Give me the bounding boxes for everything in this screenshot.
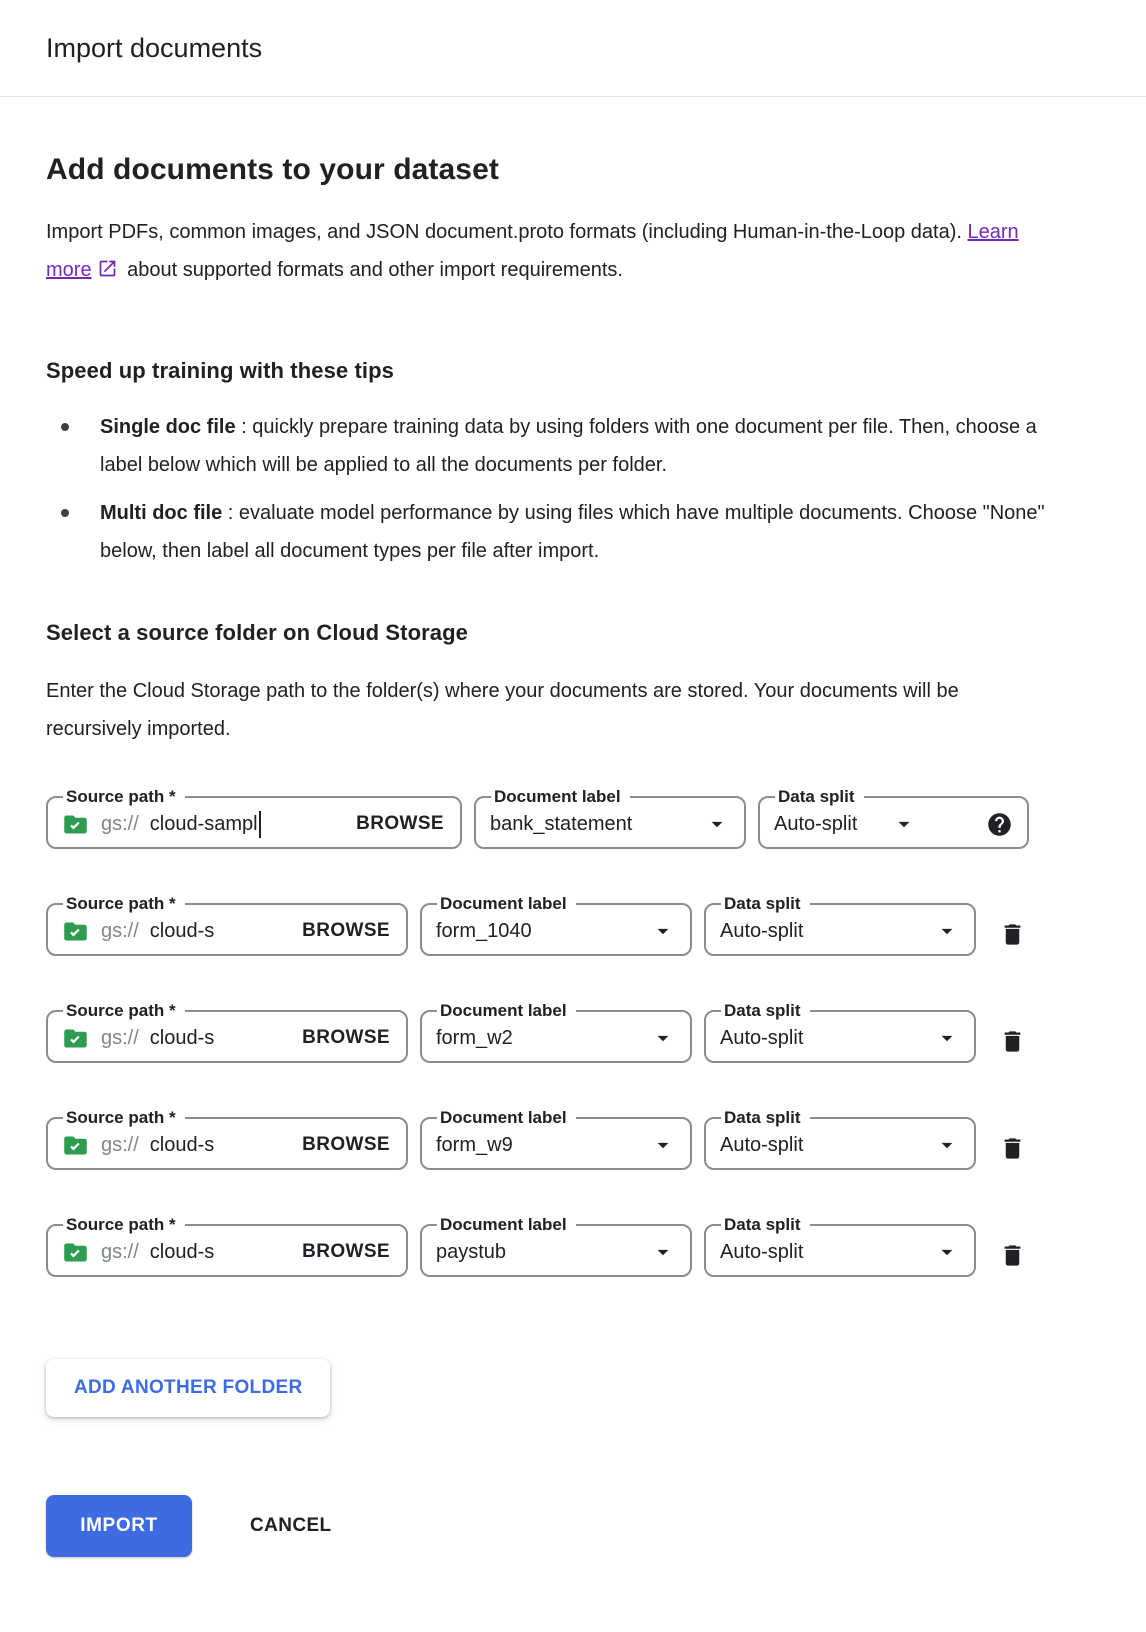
source-path-input[interactable] — [62, 912, 392, 954]
caret-down-icon — [704, 811, 730, 837]
import-rows — [46, 788, 1100, 1277]
import-row — [46, 895, 1100, 956]
tip-description: : quickly prepare training data by using folders with one document per file. Then, choose a label below which will be applied to all the documents per folder. — [100, 416, 1037, 476]
gs-prefix: gs:// — [101, 1026, 139, 1049]
trash-icon — [999, 1028, 1026, 1058]
source-path-value: cloud-sampl — [149, 812, 258, 835]
caret-down-icon — [650, 918, 676, 944]
learn-more-link[interactable]: Learn more — [46, 221, 1019, 281]
browse-button[interactable]: BROWSE — [300, 1130, 392, 1160]
data-split-label: Data split — [724, 1215, 801, 1234]
data-split-select[interactable] — [720, 1233, 960, 1275]
source-path-field — [46, 1216, 408, 1277]
data-split-field — [704, 1002, 976, 1063]
gs-prefix: gs:// — [101, 919, 139, 942]
document-label-label: Document label — [440, 894, 567, 913]
document-label-select[interactable] — [490, 805, 730, 847]
delete-row-button[interactable] — [997, 1026, 1028, 1060]
caret-down-icon — [934, 1239, 960, 1265]
document-label-label: Document label — [494, 787, 621, 806]
data-split-value: Auto-split — [720, 1240, 804, 1263]
tips-heading: Speed up training with these tips — [46, 358, 394, 383]
source-heading: Select a source folder on Cloud Storage — [46, 620, 468, 645]
source-path-label: Source path * — [66, 1001, 176, 1020]
cancel-button[interactable]: CANCEL — [238, 1507, 344, 1545]
source-path-value: cloud-s — [149, 919, 215, 942]
browse-button[interactable]: BROWSE — [300, 916, 392, 946]
source-description: Enter the Cloud Storage path to the folder(s) where your documents are stored. Your documents will be recursively imported. — [46, 680, 959, 740]
dialog-title: Import documents — [46, 32, 263, 63]
document-label-field — [420, 895, 692, 956]
source-path-label: Source path * — [66, 787, 176, 806]
document-label-value: form_w2 — [436, 1026, 513, 1049]
import-form — [0, 153, 1146, 1597]
trash-icon — [999, 1242, 1026, 1272]
document-label-field — [420, 1216, 692, 1277]
tips-list — [46, 408, 1100, 570]
data-split-label: Data split — [724, 1108, 801, 1127]
document-label-value: form_w9 — [436, 1133, 513, 1156]
document-label-value: bank_statement — [490, 812, 633, 835]
caret-down-icon — [934, 1025, 960, 1051]
data-split-field — [704, 1109, 976, 1170]
data-split-field — [704, 1216, 976, 1277]
data-split-select[interactable] — [720, 1126, 960, 1168]
document-label-label: Document label — [440, 1001, 567, 1020]
document-label-label: Document label — [440, 1108, 567, 1127]
caret-down-icon — [891, 811, 917, 837]
tip-term: Multi doc file — [100, 502, 223, 524]
folder-check-icon — [62, 1239, 89, 1266]
document-label-field — [474, 788, 746, 849]
document-label-field — [420, 1109, 692, 1170]
source-path-value: cloud-s — [149, 1026, 215, 1049]
delete-row-button[interactable] — [997, 1240, 1028, 1274]
caret-down-icon — [934, 1132, 960, 1158]
trash-icon — [999, 921, 1026, 951]
caret-down-icon — [650, 1132, 676, 1158]
caret-down-icon — [650, 1239, 676, 1265]
source-path-label: Source path * — [66, 1215, 176, 1234]
source-path-input[interactable] — [62, 805, 446, 847]
tip-term: Single doc file — [100, 416, 236, 438]
intro-text — [46, 213, 1036, 292]
data-split-label: Data split — [778, 787, 855, 806]
caret-down-icon — [650, 1025, 676, 1051]
import-row — [46, 788, 1100, 849]
form-actions — [46, 1495, 1100, 1557]
folder-check-icon — [62, 1025, 89, 1052]
document-label-select[interactable] — [436, 1233, 676, 1275]
gs-prefix: gs:// — [101, 1240, 139, 1263]
data-split-label: Data split — [724, 894, 801, 913]
bullet-dot — [61, 509, 69, 517]
add-another-folder-button[interactable]: ADD ANOTHER FOLDER — [46, 1359, 330, 1417]
folder-check-icon — [62, 1132, 89, 1159]
source-path-value: cloud-s — [149, 1240, 215, 1263]
source-path-label: Source path * — [66, 1108, 176, 1127]
source-path-input[interactable] — [62, 1233, 392, 1275]
tip-text — [100, 408, 1055, 484]
import-button[interactable]: IMPORT — [46, 1495, 192, 1557]
source-path-label: Source path * — [66, 894, 176, 913]
data-split-select[interactable] — [774, 805, 1013, 847]
data-split-select[interactable] — [720, 912, 960, 954]
folder-check-icon — [62, 811, 89, 838]
gs-prefix: gs:// — [101, 1133, 139, 1156]
document-label-field — [420, 1002, 692, 1063]
source-path-field — [46, 895, 408, 956]
data-split-field — [704, 895, 976, 956]
source-path-field — [46, 788, 462, 849]
page-heading: Add documents to your dataset — [46, 153, 499, 186]
source-path-input[interactable] — [62, 1126, 392, 1168]
tip-description: : evaluate model performance by using files which have multiple documents. Choose "None" below, then label all document types per file after import. — [100, 502, 1045, 562]
browse-button[interactable]: BROWSE — [300, 1023, 392, 1053]
data-split-value: Auto-split — [720, 1133, 804, 1156]
document-label-value: paystub — [436, 1240, 507, 1263]
delete-row-button[interactable] — [997, 1133, 1028, 1167]
help-icon[interactable] — [986, 811, 1013, 838]
browse-button[interactable]: BROWSE — [300, 1237, 392, 1267]
import-row — [46, 1109, 1100, 1170]
source-path-value: cloud-s — [149, 1133, 215, 1156]
document-label-label: Document label — [440, 1215, 567, 1234]
caret-down-icon — [934, 918, 960, 944]
browse-button[interactable]: BROWSE — [354, 809, 446, 839]
text-cursor — [259, 811, 261, 838]
import-row — [46, 1216, 1100, 1277]
intro-text-after: about supported formats and other import requirements. — [121, 259, 623, 281]
dialog-header — [0, 0, 1146, 97]
document-label-value: form_1040 — [436, 919, 532, 942]
document-label-select[interactable] — [436, 1019, 676, 1061]
trash-icon — [999, 1135, 1026, 1165]
tip-text — [100, 494, 1055, 570]
tip-item — [46, 494, 1100, 570]
bullet-dot — [61, 423, 69, 431]
data-split-select[interactable] — [720, 1019, 960, 1061]
import-row — [46, 1002, 1100, 1063]
data-split-value: Auto-split — [774, 812, 858, 835]
data-split-field — [758, 788, 1029, 849]
source-path-input[interactable] — [62, 1019, 392, 1061]
data-split-label: Data split — [724, 1001, 801, 1020]
external-link-icon — [97, 262, 118, 284]
tip-item — [46, 408, 1100, 484]
intro-text-before: Import PDFs, common images, and JSON document.proto formats (including Human-in-the-Loop data). — [46, 221, 968, 243]
document-label-select[interactable] — [436, 1126, 676, 1168]
document-label-select[interactable] — [436, 912, 676, 954]
data-split-value: Auto-split — [720, 1026, 804, 1049]
gs-prefix: gs:// — [101, 812, 139, 835]
delete-row-button[interactable] — [997, 919, 1028, 953]
source-path-field — [46, 1109, 408, 1170]
folder-check-icon — [62, 918, 89, 945]
data-split-value: Auto-split — [720, 919, 804, 942]
source-path-field — [46, 1002, 408, 1063]
